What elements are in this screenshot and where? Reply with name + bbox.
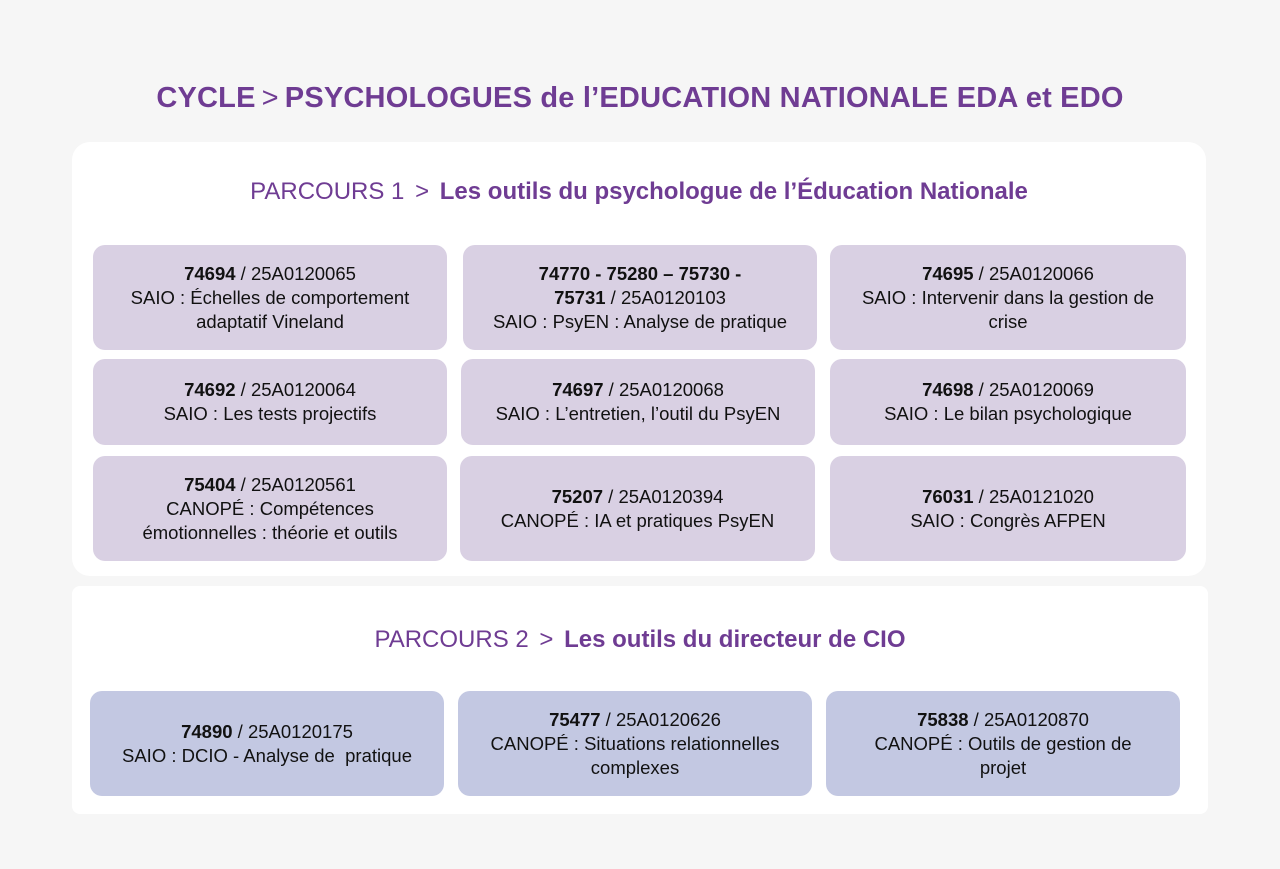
card-title: L’entretien, l’outil du PsyEN (555, 403, 781, 424)
card-ref: 25A0120066 (988, 262, 1094, 284)
slash: / (605, 708, 611, 730)
card-ref: 25A0120561 (250, 473, 356, 495)
card-ref: 25A0120069 (988, 379, 1094, 400)
card-org: CANOPÉ : (490, 732, 579, 754)
card-code: 74692 (184, 379, 236, 400)
card-code: 75207 (551, 485, 604, 507)
parcours-1-separator: > (415, 178, 430, 205)
slash: / (240, 473, 246, 495)
card-org: CANOPÉ : (500, 509, 590, 531)
training-card-75477[interactable] (458, 691, 812, 796)
parcours-1-title (72, 178, 1206, 206)
card-org: SAIO : (122, 744, 177, 766)
training-card-75404[interactable] (93, 456, 447, 561)
card-code: 74697 (552, 379, 604, 400)
training-card-74890[interactable] (90, 691, 444, 796)
card-org: SAIO : (884, 403, 939, 424)
slash: / (240, 262, 246, 284)
card-code: 76031 (922, 485, 974, 507)
card-title: IA et pratiques PsyEN (594, 509, 775, 531)
slash: / (610, 286, 616, 308)
card-org: CANOPÉ : (166, 497, 255, 519)
card-code: 74890 (181, 720, 233, 742)
cycle-title: PSYCHOLOGUES de l’EDUCATION NATIONALE EDA et EDO (284, 82, 1124, 114)
card-title: Outils de gestion de projet (968, 732, 1132, 778)
card-code: 74698 (922, 379, 974, 400)
card-code: 74694 (184, 262, 236, 284)
parcours-2-separator: > (539, 626, 554, 653)
training-card-75207[interactable] (460, 456, 815, 561)
card-org: SAIO : (492, 310, 548, 332)
slash: / (240, 379, 246, 400)
slash: / (973, 708, 979, 730)
parcours-2-label: PARCOURS 2 (374, 626, 529, 653)
card-code: 75838 (917, 708, 969, 730)
card-title: Le bilan psychologique (943, 403, 1132, 424)
card-ref: 25A0120065 (250, 262, 356, 284)
card-ref: 25A0120175 (247, 720, 353, 742)
training-card-74697[interactable] (461, 359, 815, 445)
card-ref: 25A0120626 (615, 708, 721, 730)
card-ref: 25A0120064 (250, 379, 356, 400)
slash: / (608, 379, 614, 400)
card-title: Compétences émotionnelles : théorie et outils (142, 497, 398, 543)
card-ref: 25A0120103 (620, 286, 726, 308)
card-org: SAIO : (910, 509, 965, 531)
training-card-74692[interactable] (93, 359, 447, 445)
training-card-76031[interactable] (830, 456, 1186, 561)
slash: / (237, 720, 243, 742)
card-title: Situations relationnelles complexes (584, 732, 780, 778)
card-title: Intervenir dans la gestion de crise (921, 286, 1155, 332)
title-separator: > (261, 82, 279, 114)
parcours-1-label: PARCOURS 1 (250, 178, 405, 205)
card-title: PsyEN : Analyse de pratique (552, 310, 788, 332)
slash: / (978, 485, 984, 507)
parcours-2-title (72, 626, 1208, 654)
training-card-74770[interactable] (463, 245, 817, 350)
card-ref: 25A0120394 (618, 485, 724, 507)
card-org: SAIO : (163, 403, 219, 424)
training-card-75838[interactable] (826, 691, 1180, 796)
cycle-prefix: CYCLE (156, 82, 256, 114)
card-ref: 25A0121020 (988, 485, 1094, 507)
card-code: 75477 (549, 708, 601, 730)
card-org: SAIO : (495, 403, 551, 424)
training-card-74694[interactable] (93, 245, 447, 350)
slash: / (978, 262, 984, 284)
page-title (0, 82, 1280, 115)
slash: / (608, 485, 614, 507)
card-ref: 25A0120870 (983, 708, 1089, 730)
card-org: SAIO : (861, 286, 917, 308)
parcours-1-name: Les outils du psychologue de l’Éducation Nationale (439, 178, 1028, 205)
slash: / (978, 379, 984, 400)
training-card-74698[interactable] (830, 359, 1186, 445)
card-code: 74695 (922, 262, 974, 284)
card-title: Échelles de comportement adaptatif Vineland (190, 286, 410, 332)
card-ref: 25A0120068 (618, 379, 724, 400)
card-org: CANOPÉ : (874, 732, 963, 754)
parcours-2-name: Les outils du directeur de CIO (564, 626, 906, 653)
card-title: Congrès AFPEN (969, 509, 1106, 531)
card-title: Les tests projectifs (223, 403, 377, 424)
training-card-74695[interactable] (830, 245, 1186, 350)
card-code: 75404 (184, 473, 236, 495)
card-org: SAIO : (130, 286, 186, 308)
card-code: 74770 - 75280 – 75730 - 75731 (538, 262, 742, 308)
card-title: DCIO - Analyse de pratique (181, 744, 412, 766)
